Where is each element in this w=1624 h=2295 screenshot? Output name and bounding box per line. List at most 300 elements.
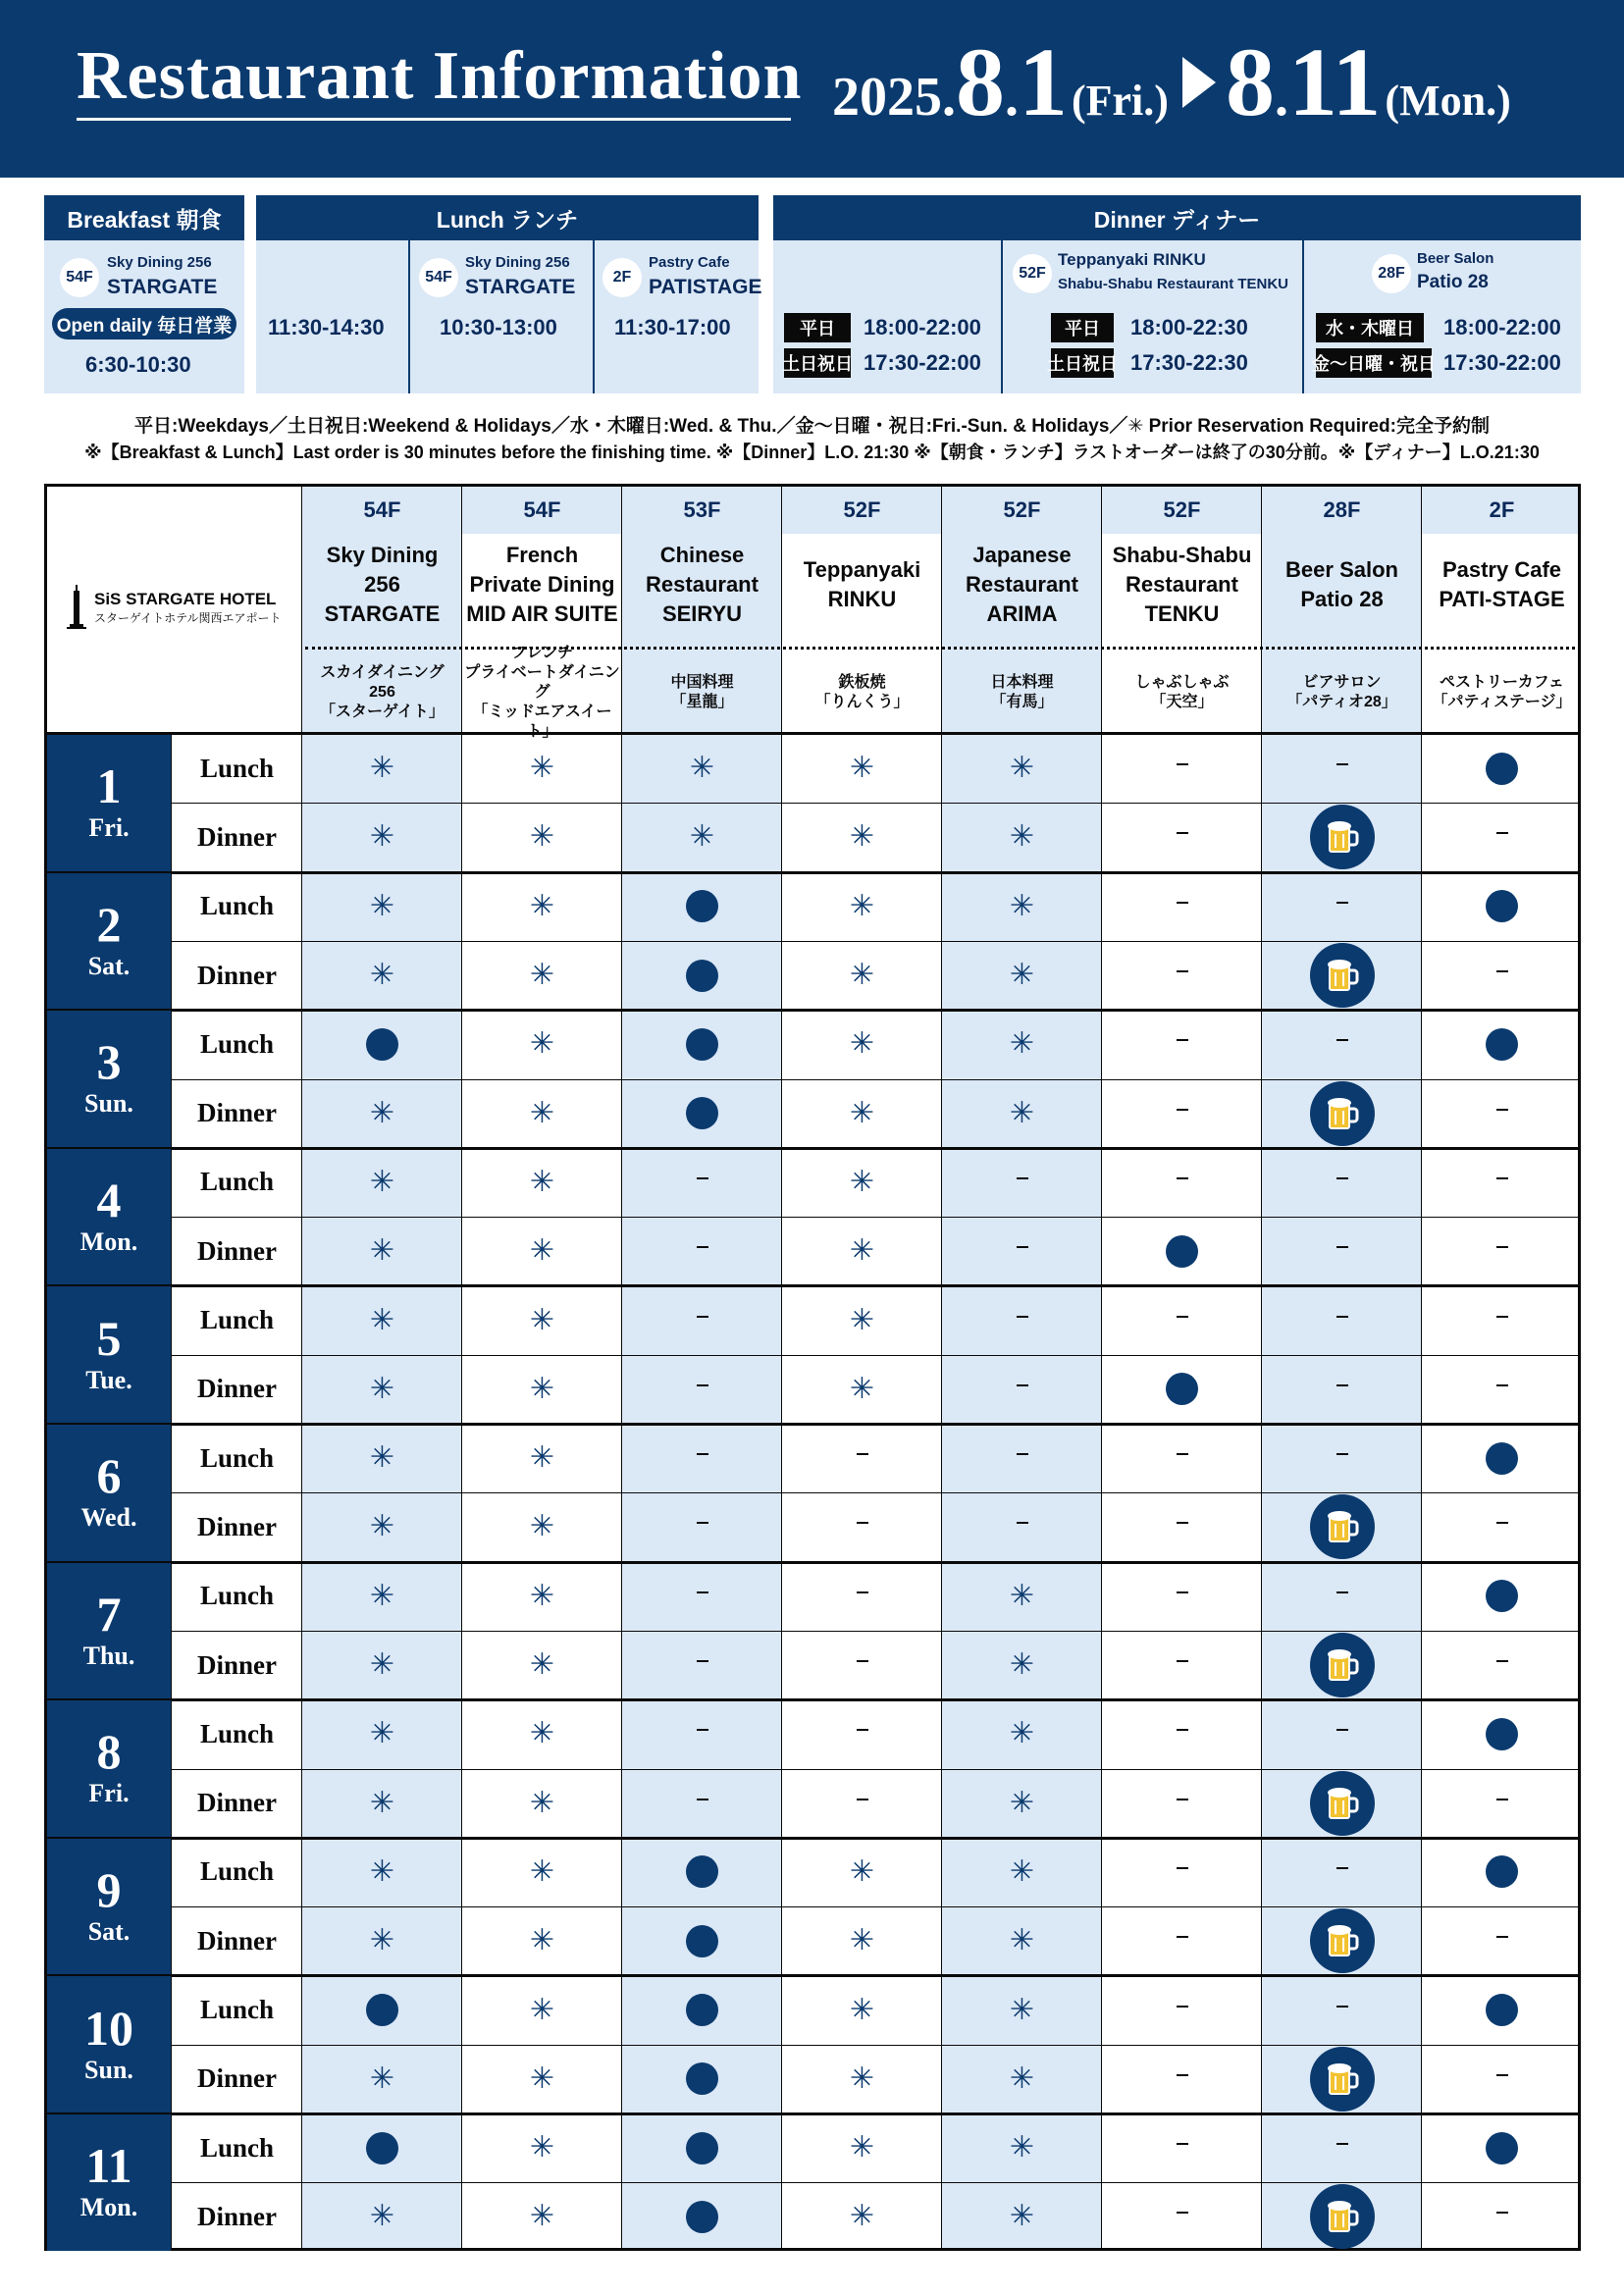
schedule-cell <box>1102 1631 1262 1699</box>
reservation-required-icon: ✳ <box>1009 1924 1035 1957</box>
schedule-cell <box>462 1079 622 1148</box>
closed-dash-icon <box>1017 1246 1028 1248</box>
schedule-cell <box>1102 2182 1262 2251</box>
closed-dash-icon <box>1177 2006 1188 2008</box>
schedule-cell <box>302 1699 462 1768</box>
weekday-tag: 平日 <box>1051 313 1114 342</box>
open-dot-icon <box>686 1028 718 1061</box>
divider <box>1001 240 1003 393</box>
schedule-cell <box>782 1838 942 1906</box>
schedule-cell <box>1262 2113 1422 2182</box>
restaurant-jp-line: ビアサロン <box>1302 674 1382 691</box>
schedule-cell <box>1262 1148 1422 1217</box>
open-dot-icon <box>686 1097 718 1129</box>
schedule-cell <box>1422 1492 1582 1561</box>
open-dot-icon <box>1486 1028 1518 1061</box>
day-of-week: Wed. <box>80 1503 137 1533</box>
reservation-required-icon: ✳ <box>849 2200 875 2233</box>
restaurant-floor: 52F <box>1003 497 1041 522</box>
schedule-cell <box>1102 1492 1262 1561</box>
dinner-label: Dinner <box>197 821 277 852</box>
schedule-cell <box>462 872 622 941</box>
reservation-required-icon: ✳ <box>369 1717 395 1750</box>
restaurant-name-line: MID AIR SUITE <box>466 601 618 626</box>
beer-mug-icon <box>1310 1494 1375 1559</box>
schedule-cell <box>942 1217 1102 1285</box>
restaurant-jp-line: 鉄板焼 <box>838 674 886 691</box>
beer-mug-icon <box>1310 805 1375 869</box>
dotted-divider <box>305 647 1581 650</box>
open-dot-icon <box>1486 890 1518 922</box>
schedule-cell <box>622 734 782 803</box>
lunch-label: Lunch <box>199 2132 275 2163</box>
restaurant-name-line: Japanese <box>972 543 1072 567</box>
schedule-cell <box>782 1010 942 1078</box>
schedule-cell <box>302 1975 462 2044</box>
schedule-cell <box>462 2045 622 2113</box>
schedule-cell <box>462 1769 622 1838</box>
schedule-cell <box>622 1838 782 1906</box>
restaurant-floor: 2F <box>1489 497 1515 522</box>
schedule-cell <box>1422 1975 1582 2044</box>
dinner-label: Dinner <box>197 1511 277 1541</box>
end-day: 11 <box>1287 27 1382 136</box>
schedule-cell <box>302 2045 462 2113</box>
reservation-required-icon: ✳ <box>1009 752 1035 785</box>
schedule-cell <box>1422 1079 1582 1148</box>
restaurant-name <box>1262 536 1422 634</box>
restaurant-name-line: PATI-STAGE <box>1439 587 1565 611</box>
dinner-holiday-time: 17:30-22:00 <box>1443 350 1561 375</box>
reservation-required-icon: ✳ <box>849 1027 875 1061</box>
closed-dash-icon <box>1017 1316 1028 1318</box>
closed-dash-icon <box>1177 1177 1188 1179</box>
schedule-cell <box>302 1285 462 1354</box>
restaurant-jp-line: プライベートダイニング <box>464 664 620 701</box>
restaurant-name <box>942 536 1102 634</box>
schedule-cell <box>1102 803 1262 871</box>
schedule-cell <box>622 1906 782 1975</box>
schedule-cell <box>302 872 462 941</box>
closed-dash-icon <box>1177 2143 1188 2145</box>
reservation-required-icon: ✳ <box>1009 1786 1035 1819</box>
schedule-cell <box>942 2045 1102 2113</box>
day-cell <box>47 1425 171 1561</box>
lunch-label: Lunch <box>199 1995 275 2025</box>
closed-dash-icon <box>857 1729 868 1731</box>
venue-name-small: Sky Dining 256 <box>465 254 570 271</box>
reservation-required-icon: ✳ <box>1009 889 1035 922</box>
reservation-required-icon: ✳ <box>369 2061 395 2095</box>
end-month: 8 <box>1225 27 1275 136</box>
reservation-required-icon: ✳ <box>369 889 395 922</box>
restaurant-floor: 52F <box>1163 497 1201 522</box>
closed-dash-icon <box>1177 832 1188 834</box>
closed-dash-icon <box>697 1384 708 1386</box>
day-of-week: Sat. <box>87 951 131 980</box>
venue-name-small: Pastry Cafe <box>649 254 730 271</box>
reservation-required-icon: ✳ <box>369 1648 395 1682</box>
schedule-cell <box>302 1010 462 1078</box>
reservation-required-icon: ✳ <box>369 1786 395 1819</box>
day-number: 5 <box>96 1310 122 1366</box>
schedule-cell <box>1422 2182 1582 2251</box>
restaurant-jp-line: しゃぶしゃぶ <box>1134 674 1230 691</box>
closed-dash-icon <box>1496 1522 1508 1524</box>
hotel-tower-icon <box>67 585 88 630</box>
schedule-cell <box>1262 2182 1422 2251</box>
schedule-cell <box>462 1631 622 1699</box>
schedule-cell <box>302 2182 462 2251</box>
restaurant-name-line: Restaurant <box>1126 572 1238 597</box>
schedule-cell <box>622 1148 782 1217</box>
dinner-weekday-time: 18:00-22:00 <box>1443 315 1561 339</box>
restaurant-name-line: Shabu-Shabu <box>1112 543 1252 567</box>
restaurant-jp-line: 「パティオ28」 <box>1286 694 1397 710</box>
closed-dash-icon <box>1336 902 1348 904</box>
reservation-required-icon: ✳ <box>369 752 395 785</box>
reservation-required-icon: ✳ <box>849 2061 875 2095</box>
dinner-label: Dinner <box>197 1235 277 1266</box>
schedule-cell <box>1422 1010 1582 1078</box>
lunch-general-time: 11:30-14:30 <box>268 315 385 339</box>
reservation-required-icon: ✳ <box>849 1096 875 1129</box>
closed-dash-icon <box>1496 1936 1508 1938</box>
closed-dash-icon <box>1177 1039 1188 1041</box>
lunch-venue-time: 10:30-13:00 <box>440 315 557 339</box>
day-cell <box>47 1563 171 1699</box>
dinner-label: Dinner <box>197 2201 277 2231</box>
closed-dash-icon <box>1177 763 1188 765</box>
schedule-cell <box>782 1492 942 1561</box>
reservation-required-icon: ✳ <box>849 1303 875 1336</box>
legend-line: 平日:Weekdays／土日祝日:Weekend & Holidays／水・木曜日:Wed. & Thu.／金〜日曜・祝日:Fri.-Sun. & Holidays／✳︎ Prior Reservation Required:完全予約制 <box>134 416 1490 437</box>
reservation-required-icon: ✳ <box>369 1096 395 1129</box>
schedule-cell <box>1102 1906 1262 1975</box>
restaurant-jp-line: 「スターゲイト」 <box>320 704 445 720</box>
restaurant-floor: 52F <box>843 497 881 522</box>
reservation-required-icon: ✳ <box>529 1786 555 1819</box>
page-title: Restaurant Information <box>77 38 803 114</box>
schedule-cell <box>782 1769 942 1838</box>
restaurant-name-line: SEIRYU <box>661 601 743 626</box>
closed-dash-icon <box>1496 2074 1508 2076</box>
restaurant-name-line: ARIMA <box>986 601 1058 626</box>
dinner-label: Dinner <box>197 1374 277 1404</box>
schedule-cell <box>782 1217 942 1285</box>
schedule-cell <box>782 2045 942 2113</box>
day-of-week: Tue. <box>85 1365 132 1394</box>
schedule-cell <box>782 1079 942 1148</box>
day-cell <box>47 1839 171 1975</box>
closed-dash-icon <box>1017 1177 1028 1179</box>
schedule-cell <box>782 1906 942 1975</box>
schedule-cell <box>1262 1562 1422 1631</box>
schedule-cell <box>1262 1769 1422 1838</box>
reservation-required-icon: ✳ <box>1009 1027 1035 1061</box>
schedule-cell <box>1262 1424 1422 1492</box>
restaurant-name-japanese <box>1422 657 1582 728</box>
reservation-required-icon: ✳ <box>529 1096 555 1129</box>
day-number: 6 <box>96 1448 122 1504</box>
dinner-hours-box <box>773 195 1581 393</box>
schedule-cell <box>302 1355 462 1424</box>
breakfast-hours-box <box>44 195 244 393</box>
schedule-cell <box>1422 872 1582 941</box>
day-of-week: Mon. <box>79 2193 138 2222</box>
restaurant-jp-line: 256 <box>369 684 395 701</box>
lunch-label: Lunch <box>199 1028 275 1059</box>
schedule-cell <box>462 1355 622 1424</box>
schedule-cell <box>942 1079 1102 1148</box>
lunch-heading: Lunch ランチ <box>256 195 759 240</box>
holiday-tag: 土日祝日 <box>1051 348 1114 378</box>
reservation-required-icon: ✳ <box>529 1924 555 1957</box>
day-cell <box>47 1286 171 1423</box>
lunch-label: Lunch <box>199 891 275 921</box>
open-dot-icon <box>1486 1855 1518 1888</box>
restaurant-name <box>462 536 622 634</box>
open-dot-icon <box>1486 1580 1518 1612</box>
schedule-cell <box>1262 941 1422 1010</box>
start-day: 1 <box>1019 27 1068 136</box>
restaurant-name-japanese <box>302 657 462 728</box>
schedule-cell <box>462 1699 622 1768</box>
closed-dash-icon <box>1496 1799 1508 1800</box>
closed-dash-icon <box>1336 1039 1348 1041</box>
restaurant-jp-line: 「有馬」 <box>990 694 1054 710</box>
reservation-required-icon: ✳ <box>849 1372 875 1405</box>
closed-dash-icon <box>697 1729 708 1731</box>
schedule-cell <box>1102 1148 1262 1217</box>
venue-name-small: Beer Salon <box>1417 250 1494 267</box>
beer-mug-icon <box>1310 1771 1375 1836</box>
restaurant-jp-line: 「りんくう」 <box>814 694 910 710</box>
restaurant-jp-line: 中国料理 <box>670 674 734 691</box>
beer-mug-icon <box>1310 1908 1375 1973</box>
restaurant-jp-line: スカイダイニング <box>320 664 445 681</box>
schedule-cell <box>622 872 782 941</box>
closed-dash-icon <box>1496 1246 1508 1248</box>
schedule-cell <box>1102 1285 1262 1354</box>
schedule-cell <box>622 1424 782 1492</box>
restaurant-name-japanese <box>1262 657 1422 728</box>
restaurant-name-line: Beer Salon <box>1285 557 1398 582</box>
reservation-required-icon: ✳ <box>849 752 875 785</box>
schedule-cell <box>1262 1631 1422 1699</box>
closed-dash-icon <box>697 1246 708 1248</box>
closed-dash-icon <box>1336 1729 1348 1731</box>
schedule-cell <box>942 803 1102 871</box>
restaurant-name <box>1422 536 1582 634</box>
restaurant-name-japanese <box>782 657 942 728</box>
schedule-cell <box>1422 941 1582 1010</box>
schedule-cell <box>1422 1424 1582 1492</box>
lunch-label: Lunch <box>199 1718 275 1748</box>
open-dot-icon <box>686 960 718 992</box>
schedule-cell <box>1102 1769 1262 1838</box>
restaurant-name-line: Pastry Cafe <box>1441 557 1562 582</box>
restaurant-name-line: Teppanyaki <box>803 557 921 582</box>
header-banner <box>0 0 1624 178</box>
schedule-cell <box>942 941 1102 1010</box>
schedule-cell <box>1102 1355 1262 1424</box>
closed-dash-icon <box>1496 2212 1508 2214</box>
day-of-week: Sat. <box>87 1917 131 1947</box>
closed-dash-icon <box>1336 1384 1348 1386</box>
reservation-required-icon: ✳ <box>529 1579 555 1612</box>
schedule-cell <box>1102 1079 1262 1148</box>
schedule-table <box>44 484 1581 2251</box>
closed-dash-icon <box>697 1453 708 1455</box>
hotel-name: SiS STARGATE HOTEL <box>94 589 277 608</box>
closed-dash-icon <box>1177 1867 1188 1869</box>
schedule-cell <box>782 1424 942 1492</box>
floor-badge: 28F <box>1372 254 1411 293</box>
schedule-cell <box>302 1769 462 1838</box>
floor-badge: 54F <box>60 258 99 297</box>
restaurant-jp-line: フレンチ <box>511 645 573 661</box>
day-number: 4 <box>96 1173 122 1228</box>
lunch-venue-time: 11:30-17:00 <box>614 315 731 339</box>
closed-dash-icon <box>1496 970 1508 972</box>
schedule-cell <box>302 1631 462 1699</box>
schedule-cell <box>1102 1424 1262 1492</box>
schedule-cell <box>1262 1010 1422 1078</box>
schedule-cell <box>1262 1699 1422 1768</box>
schedule-cell <box>1262 1838 1422 1906</box>
restaurant-jp-line: 「ミッドエアスイー <box>472 704 612 720</box>
day-cell <box>47 1011 171 1147</box>
day-number: 10 <box>84 2000 133 2056</box>
schedule-cell <box>622 1975 782 2044</box>
reservation-required-icon: ✳ <box>369 1165 395 1198</box>
schedule-cell <box>1422 1355 1582 1424</box>
reservation-required-icon: ✳ <box>529 1441 555 1475</box>
closed-dash-icon <box>1017 1384 1028 1386</box>
schedule-cell <box>1102 2045 1262 2113</box>
open-dot-icon <box>1486 1442 1518 1475</box>
reservation-required-icon: ✳ <box>849 820 875 854</box>
schedule-cell <box>462 2182 622 2251</box>
schedule-cell <box>942 1492 1102 1561</box>
schedule-cell <box>1262 872 1422 941</box>
closed-dash-icon <box>1177 2212 1188 2214</box>
reservation-required-icon: ✳ <box>1009 1854 1035 1888</box>
restaurant-name-line: Patio 28 <box>1300 587 1384 611</box>
schedule-cell <box>1262 1217 1422 1285</box>
schedule-cell <box>302 1838 462 1906</box>
reservation-required-icon: ✳ <box>529 1372 555 1405</box>
restaurant-name-line: RINKU <box>827 587 897 611</box>
open-dot-icon <box>1486 1994 1518 2026</box>
beer-mug-icon <box>1310 1633 1375 1697</box>
reservation-required-icon: ✳ <box>849 889 875 922</box>
schedule-cell <box>622 1285 782 1354</box>
reservation-required-icon: ✳ <box>369 1510 395 1543</box>
day-cell <box>47 2114 171 2251</box>
divider <box>408 240 410 393</box>
date-separator-dot: . <box>1274 67 1288 128</box>
reservation-required-icon: ✳ <box>529 1510 555 1543</box>
hotel-logo <box>67 585 282 630</box>
venue-name: Patio 28 <box>1417 272 1489 292</box>
restaurant-name <box>622 536 782 634</box>
closed-dash-icon <box>1496 832 1508 834</box>
closed-dash-icon <box>1177 1729 1188 1731</box>
weekday-tag: 水・木曜日 <box>1316 313 1424 342</box>
schedule-cell <box>622 941 782 1010</box>
schedule-cell <box>942 1148 1102 1217</box>
reservation-required-icon: ✳ <box>1009 2061 1035 2095</box>
reservation-required-icon: ✳ <box>369 820 395 854</box>
dinner-label: Dinner <box>197 1788 277 1818</box>
schedule-cell <box>942 1838 1102 1906</box>
schedule-cell <box>942 1285 1102 1354</box>
schedule-cell <box>782 1975 942 2044</box>
schedule-cell <box>942 1699 1102 1768</box>
reservation-required-icon: ✳ <box>529 2061 555 2095</box>
schedule-cell <box>622 2182 782 2251</box>
schedule-cell <box>1422 1699 1582 1768</box>
reservation-required-icon: ✳ <box>529 1165 555 1198</box>
reservation-required-icon: ✳ <box>369 2200 395 2233</box>
schedule-cell <box>942 2113 1102 2182</box>
schedule-cell <box>1422 803 1582 871</box>
dinner-label: Dinner <box>197 1649 277 1680</box>
lunch-label: Lunch <box>199 1856 275 1887</box>
lunch-hours-box <box>256 195 762 393</box>
reservation-required-icon: ✳ <box>529 820 555 854</box>
schedule-cell <box>462 941 622 1010</box>
dinner-weekday-time: 18:00-22:00 <box>864 315 981 339</box>
restaurant-floor: 54F <box>523 497 561 522</box>
schedule-cell <box>1422 1631 1582 1699</box>
day-cell <box>47 735 171 871</box>
day-of-week: Sun. <box>84 2055 133 2084</box>
schedule-cell <box>1102 1562 1262 1631</box>
restaurant-jp-line: 「星龍」 <box>670 694 734 710</box>
schedule-cell <box>942 1769 1102 1838</box>
schedule-cell <box>1102 872 1262 941</box>
lunch-label: Lunch <box>199 753 275 783</box>
closed-dash-icon <box>1336 1591 1348 1593</box>
restaurant-name-line: Chinese <box>659 543 745 567</box>
beer-mug-icon <box>1310 2047 1375 2112</box>
closed-dash-icon <box>697 1316 708 1318</box>
open-dot-icon <box>366 2132 398 2165</box>
schedule-cell <box>782 872 942 941</box>
schedule-cell <box>1262 1492 1422 1561</box>
venue-name: Teppanyaki RINKU <box>1058 250 1206 269</box>
reservation-required-icon: ✳ <box>369 1372 395 1405</box>
schedule-cell <box>942 1424 1102 1492</box>
restaurant-name-line: Restaurant <box>966 572 1078 597</box>
schedule-cell <box>622 1492 782 1561</box>
schedule-cell <box>1422 1562 1582 1631</box>
schedule-cell <box>1422 1148 1582 1217</box>
closed-dash-icon <box>1177 1591 1188 1593</box>
restaurant-name-line: TENKU <box>1144 601 1220 626</box>
holiday-tag: 土日祝日 <box>784 348 851 378</box>
day-cell <box>47 1149 171 1285</box>
day-number: 2 <box>96 896 122 952</box>
reservation-required-icon: ✳ <box>369 1924 395 1957</box>
beer-mug-icon <box>1310 1081 1375 1146</box>
schedule-cell <box>782 1355 942 1424</box>
restaurant-floor: 54F <box>363 497 401 522</box>
schedule-cell <box>302 1492 462 1561</box>
